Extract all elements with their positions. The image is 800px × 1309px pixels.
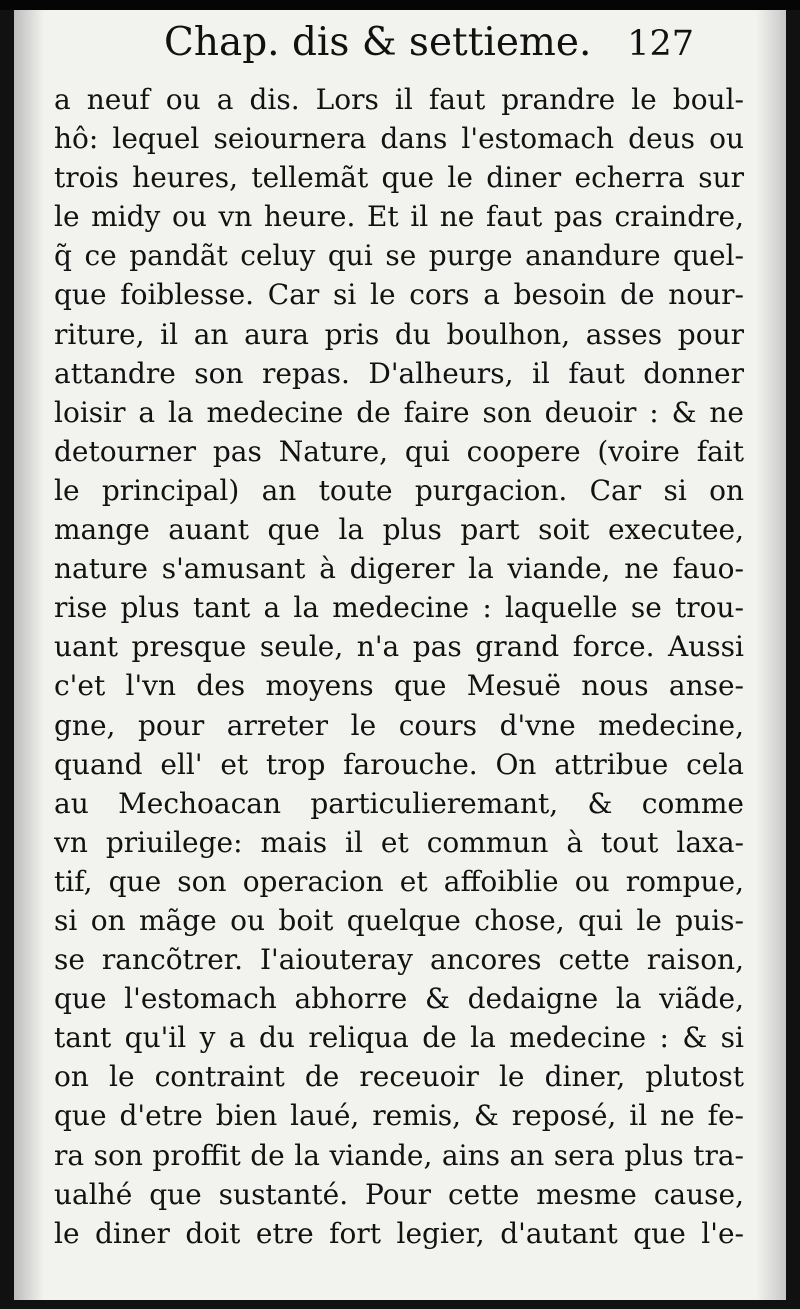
text-line: que foiblesse. Car si le cors a besoin de nour-	[54, 278, 744, 312]
text-line: vn priuilege: mais il et commun à tout laxa-	[54, 825, 744, 859]
text-line: quand ell' et trop farouche. On attribue cela	[54, 747, 744, 781]
page-gutter-shadow	[14, 10, 44, 1300]
text-line: detourner pas Nature, qui coopere (voire fait	[54, 434, 744, 468]
text-line: attandre son repas. D'alheurs, il faut donner	[54, 356, 744, 390]
text-line: c'et l'vn des moyens que Mesuë nous anse-	[54, 669, 744, 703]
body-text	[54, 80, 744, 1253]
text-line: ualhé que sustanté. Pour cette mesme cause,	[54, 1177, 744, 1211]
text-line: que l'estomach abhorre & dedaigne la viãde,	[54, 982, 744, 1016]
book-page	[14, 10, 786, 1300]
page-edge-shadow	[756, 10, 786, 1300]
text-line: nature s'amusant à digerer la viande, ne fauo-	[54, 552, 744, 586]
text-line: tif, que son operacion et affoiblie ou rompue,	[54, 864, 744, 898]
page-number: 127	[627, 24, 694, 64]
text-line: tant qu'il y a du reliqua de la medecine : & si	[54, 1021, 744, 1055]
text-line: rise plus tant a la medecine : laquelle se trou-	[54, 591, 744, 625]
running-title: Chap. dis & settieme.	[164, 20, 592, 65]
text-line: gne, pour arreter le cours d'vne medecine,	[54, 708, 744, 742]
text-line: hô: lequel seiournera dans l'estomach deus ou	[54, 122, 744, 156]
text-line: ra son proffit de la viande, ains an sera plus tra-	[54, 1138, 744, 1172]
text-line: mange auant que la plus part soit executee,	[54, 513, 744, 547]
text-line: trois heures, tellemãt que le diner echerra sur	[54, 161, 744, 195]
text-line: que d'etre bien laué, remis, & reposé, il ne fe-	[54, 1099, 744, 1133]
scan-border	[0, 0, 800, 10]
text-line: q̃ ce pandãt celuy qui se purge anandure quel-	[54, 239, 744, 273]
page-header	[14, 18, 786, 74]
text-line: le midy ou vn heure. Et il ne faut pas craindre,	[54, 200, 744, 234]
text-line: on le contraint de receuoir le diner, plutost	[54, 1060, 744, 1094]
text-line: loisir a la medecine de faire son deuoir : & ne	[54, 395, 744, 429]
text-line: le diner doit etre fort legier, d'autant que l'e-	[54, 1216, 744, 1250]
text-line: se rancõtrer. I'aiouteray ancores cette raison,	[54, 943, 744, 977]
text-line: au Mechoacan particulieremant, & comme	[54, 786, 744, 820]
text-line: a neuf ou a dis. Lors il faut prandre le boul-	[54, 83, 744, 116]
text-line: riture, il an aura pris du boulhon, asses pour	[54, 317, 744, 351]
text-line: uant presque seule, n'a pas grand force. Aussi	[54, 630, 744, 664]
text-line: si on mãge ou boit quelque chose, qui le puis-	[54, 903, 744, 937]
text-line: le principal) an toute purgacion. Car si on	[54, 473, 744, 507]
